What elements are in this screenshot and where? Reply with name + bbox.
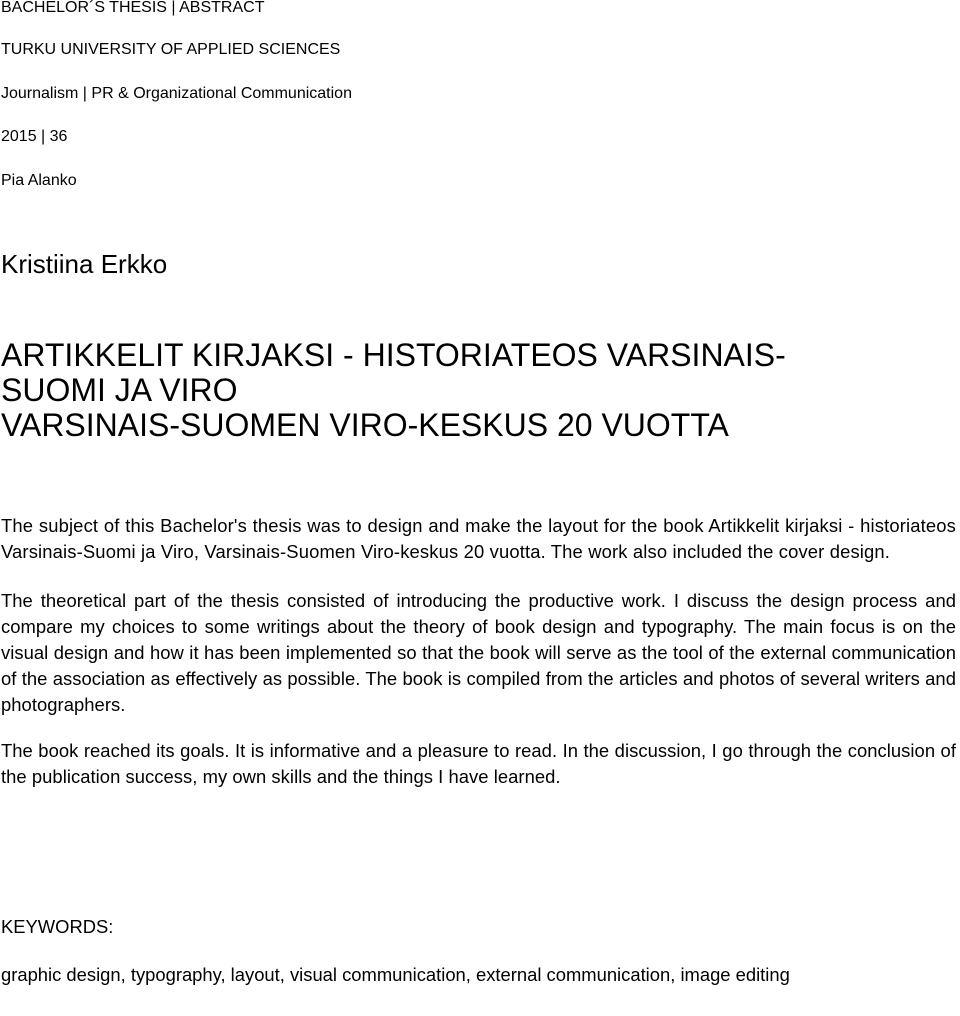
abstract-paragraph-2: The theoretical part of the thesis consisted of introducing the productive work. I discuss the design process and compare my choices to some writings about the theory of book design and typography. The main focus is on the visual design and how it has been implemented so that the book will serve as the tool of the external communication of the association as effectively as possible. The book is compiled from the articles and photos of several writers and photographers. (1, 590, 956, 715)
abstract-body (1, 513, 956, 790)
degree-programme: Journalism | PR & Organizational Communication (1, 85, 352, 102)
keywords-label: KEYWORDS: (1, 916, 114, 937)
author-name: Kristiina Erkko (1, 249, 168, 279)
year-and-pages: 2015 | 36 (1, 128, 68, 145)
abstract-paragraph-3: The book reached its goals. It is informative and a pleasure to read. In the discussion, I go through the conclusion of the publication success, my own skills and the things I have learned. (1, 740, 956, 787)
title-line-3: VARSINAIS-SUOMEN VIRO-KESKUS 20 VUOTTA (1, 407, 729, 443)
title-line-2: SUOMI JA VIRO (1, 372, 238, 408)
document-type: BACHELOR´S THESIS | ABSTRACT (1, 0, 265, 16)
thesis-title (1, 338, 941, 443)
title-line-1: ARTIKKELIT KIRJAKSI - HISTORIATEOS VARSINAIS- (1, 337, 786, 373)
keywords-list: graphic design, typography, layout, visual communication, external communication, image editing (1, 964, 790, 985)
abstract-paragraph-1: The subject of this Bachelor's thesis was to design and make the layout for the book Artikkelit kirjaksi - historiateos Varsinais-Suomi ja Viro, Varsinais-Suomen Viro-keskus 20 vuotta. The work also included the cover design. (1, 515, 956, 562)
university-name: TURKU UNIVERSITY OF APPLIED SCIENCES (1, 41, 341, 58)
supervisor-name: Pia Alanko (1, 172, 77, 189)
